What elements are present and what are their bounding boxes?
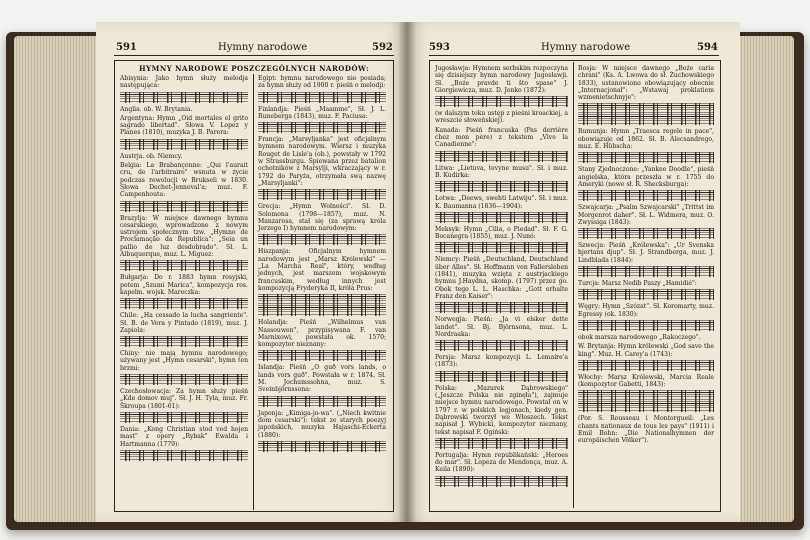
header-rule <box>429 55 719 56</box>
music-staff <box>120 139 248 150</box>
entry-grecja: Grecja: „Hymn Wolności". Sł. D. Solomona (1798—1857), muz. N. Manzarosa, stał się (za sprawą króla Jerzego I) hymnem narodowym: <box>258 203 386 233</box>
header-rule <box>114 55 394 56</box>
music-staff <box>120 260 248 271</box>
entry-rosja: Rosja: W miejsce dawnego „Boże caria chrani" (Ks. A. Lwowa do sł. Żuchowskiego 1833), ustanowiono obowiązujący obecnie „Internacjonał": „Wstawaj proklatiem wzmenietschnyje": <box>578 65 714 102</box>
entry-stany-zjednoczone: Stany Zjednoczone: „Yankee Doodle", pieśń angielska, która przeszła w r. 1755 do Ameryki (nowe sł. R. Shecksburga): <box>578 166 714 188</box>
music-staff <box>120 298 248 309</box>
music-staff <box>120 201 248 212</box>
music-staff <box>578 320 714 331</box>
entry-japonja: Japonja: „Kimiga-jo-wa". („Niech kwitnie dom cesarski"): tekst ze starych poezyj japońskich, muzyka Hajaschi-Eckerta (1880): <box>258 409 386 439</box>
left-page <box>96 22 407 522</box>
music-staff <box>578 390 714 412</box>
music-staff <box>578 360 714 371</box>
entry-meksyk: Meksyk: Hymn „Cilia, o Piedad". Sł. F. G. Bocanegra (1855), muz. J. Nunó: <box>435 225 568 241</box>
entry-islandja: Islandja: Pieśń „O guð vors lands, o lands vors guð". Powstała w r. 1874. Sł. M. Jochumssohna, muz. S. Sveinbjörnssona: <box>258 364 386 394</box>
right-running-header: Hymny narodowe <box>541 42 631 53</box>
entry-references: (Por. S. Rousseau i Montorgueil: „Les chants nationaux de tous les pays" (1911) i Emil Bohn: „Die Nationalhymnen der europäischen Völker"). <box>578 415 714 445</box>
music-staff <box>435 371 568 382</box>
right-page-number-left: 593 <box>429 42 450 53</box>
music-staff <box>120 92 248 103</box>
music-staff <box>258 396 386 407</box>
music-staff <box>578 103 714 125</box>
music-staff <box>435 212 568 223</box>
entry-polska: Polska: „Mazurek Dąbrowskiego" („Jeszcze Polska nie zginęła"), zajmuje miejsce hymnu narodowego. Powstał on w 1797 r. w polskich legjonach, kiedy gen. Dąbrowski tworzył we Włoszech. Tekst napisał J. Wybicki, kompozytor nieznany, tekst napisał F. Ogiński: <box>435 384 568 436</box>
page-edges-left <box>14 36 100 522</box>
entry-wegry-note: obok marsza narodowego „Rakoczego". <box>578 333 701 341</box>
left-running-header: Hymny narodowe <box>218 42 308 53</box>
music-staff <box>435 302 568 313</box>
entry-szwecja: Szwecja: Pieśń „Królewska": „Ur Svenska hjertans djup". Sł. J. Strandberga, muz. J. Lindblada (1844): <box>578 242 714 264</box>
music-staff <box>258 350 386 361</box>
entry-holandja: Holandja: Pieśń „Wilhelmus van Nassouwen", przypisywana F. van Marnixowi, powstała ok. 1570; kompozytor nieznany: <box>258 319 386 349</box>
music-staff <box>258 234 386 245</box>
entry-norwegja: Norwegja: Pieśń: „Ja vi elsker dette landet". Sł. Bj. Björnsona, muz. L. Nordraaka: <box>435 316 568 338</box>
music-staff <box>435 181 568 192</box>
music-staff <box>258 441 386 452</box>
entry-wegry: Węgry: Hymn „Szózat". Sł. Koromarty, muz. Egressy (ok. 1830): <box>578 303 714 318</box>
music-staff <box>435 96 568 107</box>
music-staff <box>435 340 568 351</box>
entry-lotwa: Łotwa: „Deews, swehti Latwiju". Sł. i muz. K. Baumanna (1836—1904): <box>435 195 568 210</box>
left-page-number: 591 <box>116 42 137 53</box>
entry-czechoslowacja: Czechosłowacja: Za hymn służy pieśń „Kde domov muj". Sł. J. H. Tyla, muz. Fr. Škroupa (1801-61): <box>120 388 248 410</box>
entry-austrja: Austrja. ob. Niemcy. <box>120 152 183 160</box>
entry-belgia: Belgia: La Brabançonne: „Qui l'aurait cru, de l'arbitraire" wsnuta w życie podczas rewolucji w Brukseli w 1830. Słowa Dechet-Jenneval'a; muz. F. Campenhouta: <box>120 162 248 199</box>
entry-niemcy: Niemcy: Pieśń „Deutschland, Deutschland über Alles". Sł. Hoffmann von Fallersleben (1841), muzyka wzięta z austrjackiego hymnu J.Haydna, skomp. (1797) przez go. Obok tego L. L. Haschka: „Gott erhalte Franz den Kaiser": <box>435 256 568 300</box>
entry-jugoslawja-note: (w dalszym toku ustęp z pieśni kroackiej, a wreszcie słoweńskiej). <box>435 110 568 125</box>
entry-abisynia: Abisynia: Jako hymn służy melodja następująca: <box>120 75 248 90</box>
entry-szwajcarja: Szwajcarja: „Psalm Szwajcarski" „Trittst im Morgenrot daher". Sł. L. Widmera, muz. O. Zwyssiga (1843): <box>578 204 714 226</box>
music-staff <box>120 374 248 385</box>
entry-brazylja: Brazylja: W miejsce dawnego hymnu cesarskiego, wprowadzone z nowym ustrojem społecznym tzw. „Hymno de Proclamação da Republica": „Seia un pallio de luz desdobrado". Sł. L. Albuquerque, muz. L. Miguez: <box>120 214 248 259</box>
music-staff <box>258 189 386 200</box>
entry-finlandja: Finlandja: Pieśń „Maamme", Sł. J. L. Runeberga (1843), muz. F. Paciusa: <box>258 105 386 120</box>
music-staff <box>435 438 568 449</box>
music-staff <box>435 242 568 253</box>
entry-litwa: Litwa: „Lietuva, tevyne musu". Sł. i muz. B. Kudirka: <box>435 164 568 179</box>
book-gutter <box>398 22 416 522</box>
music-staff <box>435 476 568 487</box>
right-page <box>407 22 740 522</box>
entry-portugalja: Portugalja: Hymn republikański: „Heroes do mar". Sł. Lopeza de Mendonça, muz. A. Keila (1890): <box>435 451 568 474</box>
music-staff <box>578 266 714 277</box>
music-staff <box>578 152 714 163</box>
music-staff <box>120 412 248 423</box>
entry-dania: Dania: „Kong Christian stod ved hojen mast" z opery „Rybak" Ewalda i Hartmanna (1779): <box>120 425 248 448</box>
section-title: HYMNY NARODOWE POSZCZEGÓLNYCH NARODÓW: <box>138 64 370 73</box>
right-page-number: 594 <box>697 42 718 53</box>
entry-jugoslawja: Jugosławja: Hymnem serbskim rozpoczyna się dzisiejszy hymn narodowy Jugosławji. Sł. „Boże pravde ti što spase" J. Giorgiewicza, muz. D. Jenko (1872): <box>435 65 568 94</box>
music-staff <box>578 289 714 300</box>
left-page-column-1 <box>120 75 248 464</box>
right-page-column-1 <box>435 65 568 490</box>
music-staff <box>258 294 386 316</box>
entry-rumunja: Rumunja: Hymn „Traesca regele in pace", obowiązuje od 1862. Sł. B. Alecsandrego, muz. E. Hübscha: <box>578 128 714 151</box>
entry-wlochy: Włochy: Marsz Królewski, Marcia Reale (kompozytor Gabetti, 1843): <box>578 373 714 389</box>
entry-chiny: Chiny: nie mają hymnu narodowego; używany jest „Hymn cesarski", hymn ten brzmi: <box>120 350 248 372</box>
music-staff <box>258 92 386 103</box>
left-page-column-2 <box>258 75 386 455</box>
entry-kanada: Kanada: Pieśń francuska (Pas derrière chez mon père) z tekstem „Vive la Canadienne": <box>435 126 568 149</box>
music-staff <box>578 190 714 201</box>
entry-francja: Francja: „Marsyljanka" jest oficjalnym hymnem narodowym. Wiersz i muzyka Rouget de Lisle'a (ob.), powstały w 1792 w Strassburgu. Śpiewana przez batalion ochotników z Marsylji, wkraczający w r. 1792 do Paryża, otrzymała swą nazwę „Marsyljanki": <box>258 136 386 187</box>
entry-bulgarja: Bułgarja: Do r. 1883 hymn rosyjski, potem „Szumi Marica", kompozycja ros. kapelm. wojsk. Mareczka: <box>120 274 248 296</box>
music-staff <box>120 450 248 461</box>
entry-persja: Persja: Marsz kompozycji L. Lemaire'a (1873): <box>435 354 568 369</box>
right-page-column-2 <box>578 65 714 447</box>
column-separator <box>253 74 254 510</box>
entry-anglia: Anglia. ob. W. Brytania. <box>120 105 193 113</box>
music-staff <box>120 336 248 347</box>
entry-turcja: Turcja: Marsz Nedib Paszy „Hamidié": <box>578 280 697 288</box>
page-edges-right <box>732 36 794 522</box>
entry-egipt: Egipt: hymnu narodowego nie posiada; za hymn służy od 1900 r. pieśń o melodji: <box>258 75 386 90</box>
entry-hiszpanja: Hiszpanja: Oficjalnym hymnem narodowym jest „Marsz Królewski" — „La Marcha Real", który, według jednych, jest marszem wojskowym francuskim, według innych jest kompozycją Fryderyka II, króla Prus: <box>258 248 386 292</box>
left-page-number-right: 592 <box>372 42 393 53</box>
music-staff <box>435 151 568 162</box>
entry-w-brytanja: W. Brytanja: Hymn królewski „God save the king". Muz. H. Carey'a (1743): <box>578 343 714 358</box>
music-staff <box>578 228 714 239</box>
column-separator <box>573 62 574 508</box>
entry-chile: Chile: „Ha cessado la lucha sangriente". Sł. B. de Vera y Pintado (1819), muz. J. Zapiola: <box>120 312 248 334</box>
entry-argentyna: Argentyna: Hymn „Oid mortales el grito sagrado libertad". Słowa V. Lopez y Planes (1810), muzyka J. B. Parera: <box>120 114 248 137</box>
music-staff <box>258 122 386 133</box>
